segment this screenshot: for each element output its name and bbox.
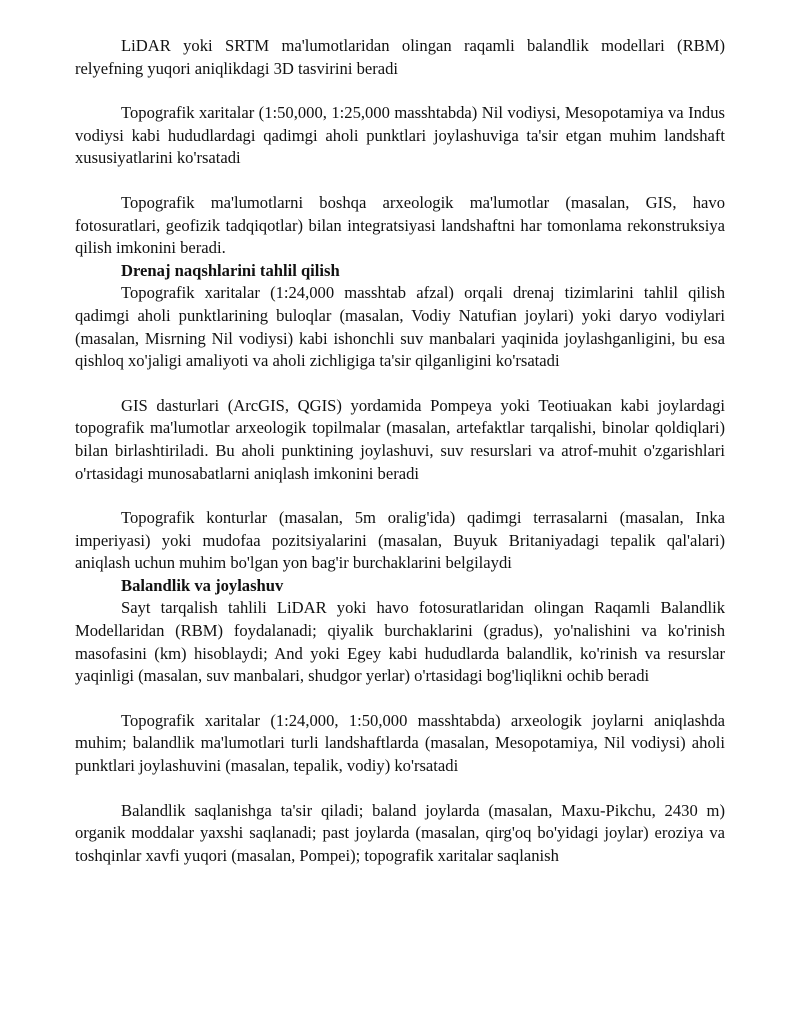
- paragraph-gis-software: GIS dasturlari (ArcGIS, QGIS) yordamida Pompeya yoki Teotiuakan kabi joylardagi topografik ma'lumotlar arxeologik topilmalar (masalan, artefaktlar tarqalishi, binolar qoldiqlari) bilan birlashtiriladi. Bu aholi punktining joylashuvi, suv resurslari va atrof-muhit o'zgarishlari o'rtasidagi munosabatlarni aniqlash imkonini beradi: [75, 395, 725, 483]
- paragraph-contours: Topografik konturlar (masalan, 5m oralig'ida) qadimgi terrasalarni (masalan, Inka imperiyasi) yoki mudofaa pozitsiyalarini (masalan, Buyuk Britaniyadagi tepalik qal'alari) aniqlash uchun muhim bo'lgan yon bag'ir burchaklarini belgilaydi: [75, 508, 725, 573]
- paragraph-dem-lidar: LiDAR yoki SRTM ma'lumotlaridan olingan raqamli balandlik modellari (RBM) relyefning yuqori aniqlikdagi 3D tasvirini beradi: [75, 36, 725, 78]
- paragraph-data-integration: Topografik ma'lumotlarni boshqa arxeologik ma'lumotlar (masalan, GIS, havo fotosuratlari, geofizik tadqiqotlar) bilan integratsiyasi landshaftni har tomonlama rekonstruksiya qilish imkonini beradi.: [75, 192, 725, 258]
- paragraph-elevation-maps: Topografik xaritalar (1:24,000, 1:50,000 masshtabda) arxeologik joylarni aniqlashda muhim; balandlik ma'lumotlari turli landshaftlarda (masalan, Mesopotamiya, Nil vodiysi) aholi punktlari joylashuvini (masalan, tepalik, vodiy) ko'rsatadi: [75, 710, 725, 776]
- heading-drainage-patterns: Drenaj naqshlarini tahlil qilish: [121, 260, 340, 280]
- paragraph-site-distribution: Sayt tarqalish tahlili LiDAR yoki havo fotosuratlaridan olingan Raqamli Balandlik Modellaridan (RBM) foydalanadi; qiyalik burchaklarini (gradus), yo'nalishini va ko'rinish masofasini (km) hisoblaydi; And yoki Egey kabi hududlarda balandlik, ko'rinish va resurslar yaqinligi (masalan, suv manbalari, shudgor yerlar) o'rtasidagi bog'liqlikni ochib beradi: [75, 598, 725, 686]
- document-page: [75, 35, 725, 867]
- paragraph-topographic-maps: Topografik xaritalar (1:50,000, 1:25,000 masshtabda) Nil vodiysi, Mesopotamiya va Indus vodiysi kabi hududlardagi qadimgi aholi punktlari joylashuviga ta'sir etgan muhim landshaft xususiyatlarini ko'rsatadi: [75, 103, 725, 168]
- paragraph-preservation: Balandlik saqlanishga ta'sir qiladi; baland joylarda (masalan, Maxu-Pikchu, 2430 m) organik moddalar yaxshi saqlanadi; past joylarda (masalan, qirg'oq bo'yidagi joylar) eroziya va toshqinlar xavfi yuqori (masalan, Pompei); topografik xaritalar saqlanish: [75, 800, 725, 865]
- heading-elevation-location: Balandlik va joylashuv: [121, 575, 284, 595]
- paragraph-drainage-analysis: Topografik xaritalar (1:24,000 masshtab afzal) orqali drenaj tizimlarini tahlil qilish qadimgi aholi punktlarining buloqlar (masalan, Vodiy Natufian joylari) yoki daryo vodiylari (masalan, Misrning Nil vodiysi) kabi ishonchli suv manbalari yaqinida joylashganligini, bu esa qishloq xo'jaligi amaliyoti va aholi zichligiga ta'sir qilganligini ko'rsatadi: [75, 283, 725, 371]
